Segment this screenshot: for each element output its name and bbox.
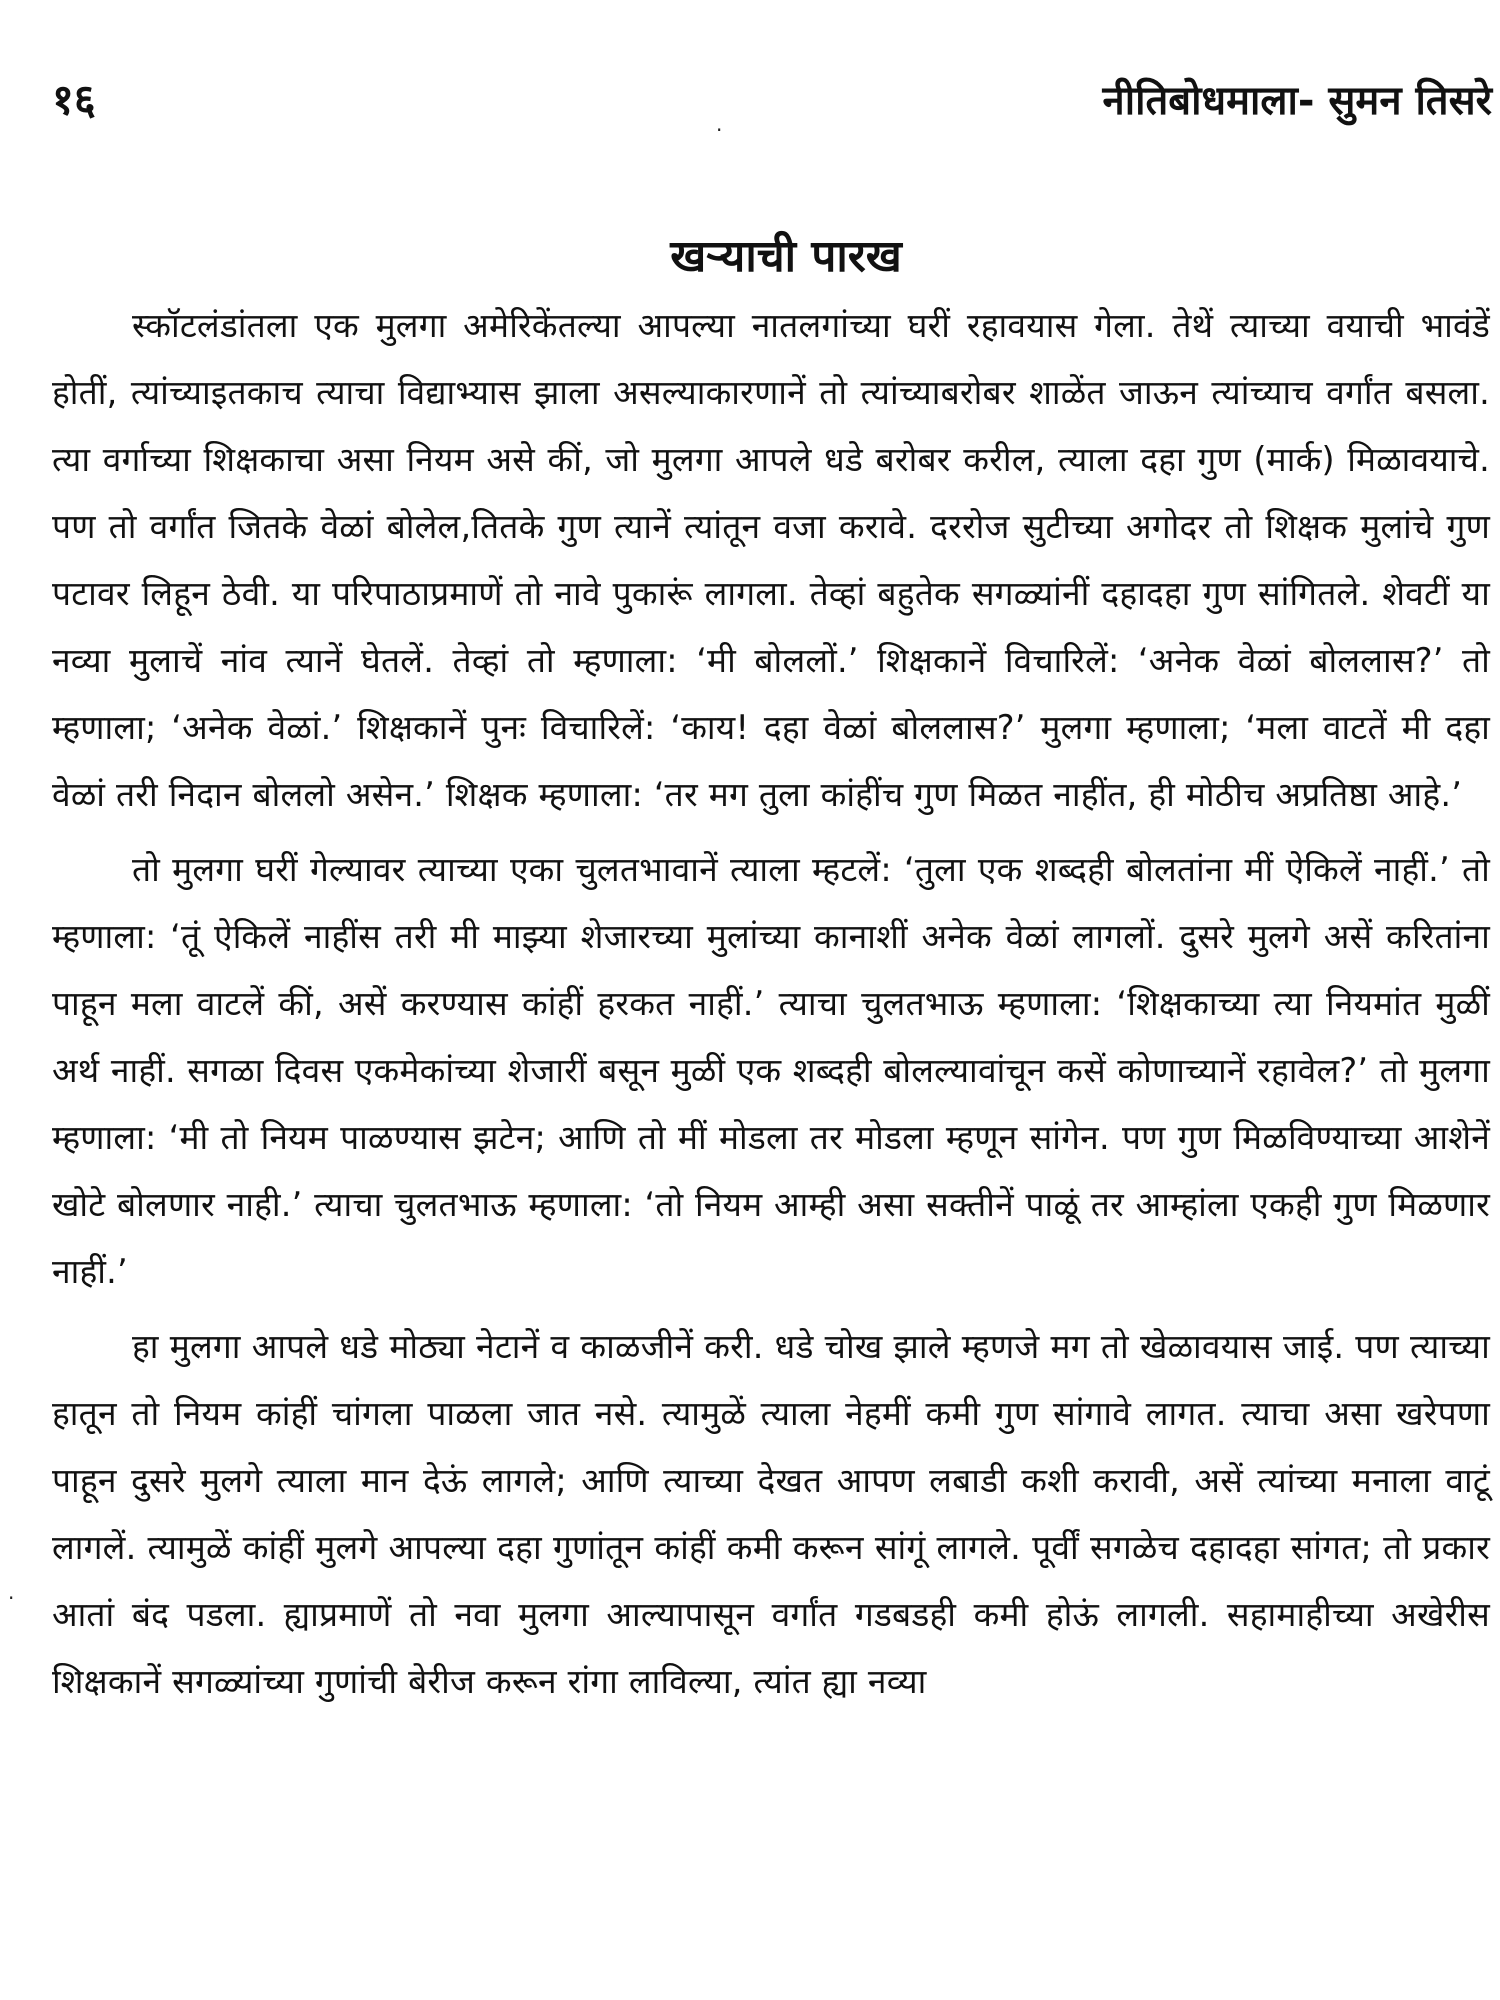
paragraph-3: हा मुलगा आपले धडे मोठ्या नेटानें व काळजीनें करी. धडे चोख झाले म्हणजे मग तो खेळावयास जाई. पण त्याच्या हातून तो नियम कांहीं चांगला पाळला जात नसे. त्यामुळें त्याला नेहमीं कमी गुण सांगावे लागत. त्याचा असा खरेपणा पाहून दुसरे मुलगे त्याला मान देऊं लागले; आणि त्याच्या देखत आपण लबाडी कशी करावी, असें त्यांच्या मनाला वाटूं लागलें. त्यामुळें कांहीं मुलगे आपल्या दहा गुणांतून कांहीं कमी करून सांगूं लागले. पूर्वीं सगळेच दहादहा सांगत; तो प्रकार आतां बंद पडला. ह्याप्रमाणें तो नवा मुलगा आल्यापासून वर्गांत गडबडही कमी होऊं लागली. सहामाहीच्या अखेरीस शिक्षकानें सगळ्यांच्या गुणांची बेरीज करून रांगा लाविल्या, त्यांत ह्या नव्या	[52, 1327, 1490, 1701]
story-title: खऱ्याची पारख	[670, 231, 902, 282]
stray-ink-dot: ·	[716, 118, 723, 142]
paragraph-2: तो मुलगा घरीं गेल्यावर त्याच्या एका चुलतभावानें त्याला म्हटलें: ‘तुला एक शब्दही बोलतांना मीं ऐकिलें नाहीं.’ तो म्हणाला: ‘तूं ऐकिलें नाहींस तरी मी माझ्या शेजारच्या मुलांच्या कानाशीं अनेक वेळां लागलों. दुसरे मुलगे असें करितांना पाहून मला वाटलें कीं, असें करण्यास कांहीं हरकत नाहीं.’ त्याचा चुलतभाऊ म्हणाला: ‘शिक्षकाच्या त्या नियमांत मुळीं अर्थ नाहीं. सगळा दिवस एकमेकांच्या शेजारीं बसून मुळीं एक शब्दही बोलल्यावांचून कसें कोणाच्यानें रहावेल?’ तो मुलगा म्हणाला: ‘मी तो नियम पाळण्यास झटेन; आणि तो मीं मोडला तर मोडला म्हणून सांगेन. पण गुण मिळविण्याच्या आशेनें खोटे बोलणार नाही.’ त्याचा चुलतभाऊ म्हणाला: ‘तो नियम आम्ही असा सक्तीनें पाळूं तर आम्हांला एकही गुण मिळणार नाहीं.’	[52, 850, 1490, 1291]
paragraph-1: स्कॉटलंडांतला एक मुलगा अमेरिकेंतल्या आपल्या नातलगांच्या घरीं रहावयास गेला. तेथें त्याच्या वयाची भावंडें होतीं, त्यांच्याइतकाच त्याचा विद्याभ्यास झाला असल्याकारणानें तो त्यांच्याबरोबर शाळेंत जाऊन त्यांच्याच वर्गांत बसला. त्या वर्गाच्या शिक्षकाचा असा नियम असे कीं, जो मुलगा आपले धडे बरोबर करील, त्याला दहा गुण (मार्क) मिळावयाचे. पण तो वर्गांत जितके वेळां बोलेल,तितके गुण त्यानें त्यांतून वजा करावे. दररोज सुटीच्या अगोदर तो शिक्षक मुलांचे गुण पटावर लिहून ठेवी. या परिपाठाप्रमाणें तो नावे पुकारूं लागला. तेव्हां बहुतेक सगळ्यांनीं दहादहा गुण सांगितले. शेवटीं या नव्या मुलाचें नांव त्यानें घेतलें. तेव्हां तो म्हणाला: ‘मी बोललों.’ शिक्षकानें विचारिलें: ‘अनेक वेळां बोललास?’ तो म्हणाला; ‘अनेक वेळां.’ शिक्षकानें पुनः विचारिलें: ‘काय! दहा वेळां बोललास?’ मुलगा म्हणाला; ‘मला वाटतें मी दहा वेळां तरी निदान बोललो असेन.’ शिक्षक म्हणाला: ‘तर मग तुला कांहींच गुण मिळत नाहींत, ही मोठीच अप्रतिष्ठा आहे.’	[52, 306, 1490, 814]
story-body	[52, 292, 1500, 1715]
running-header	[52, 70, 1500, 134]
stray-ink-dot: ·	[8, 1586, 15, 1610]
page-number: १६	[52, 75, 96, 124]
book-title: नीतिबोधमाला- सुमन तिसरे	[1102, 78, 1492, 124]
